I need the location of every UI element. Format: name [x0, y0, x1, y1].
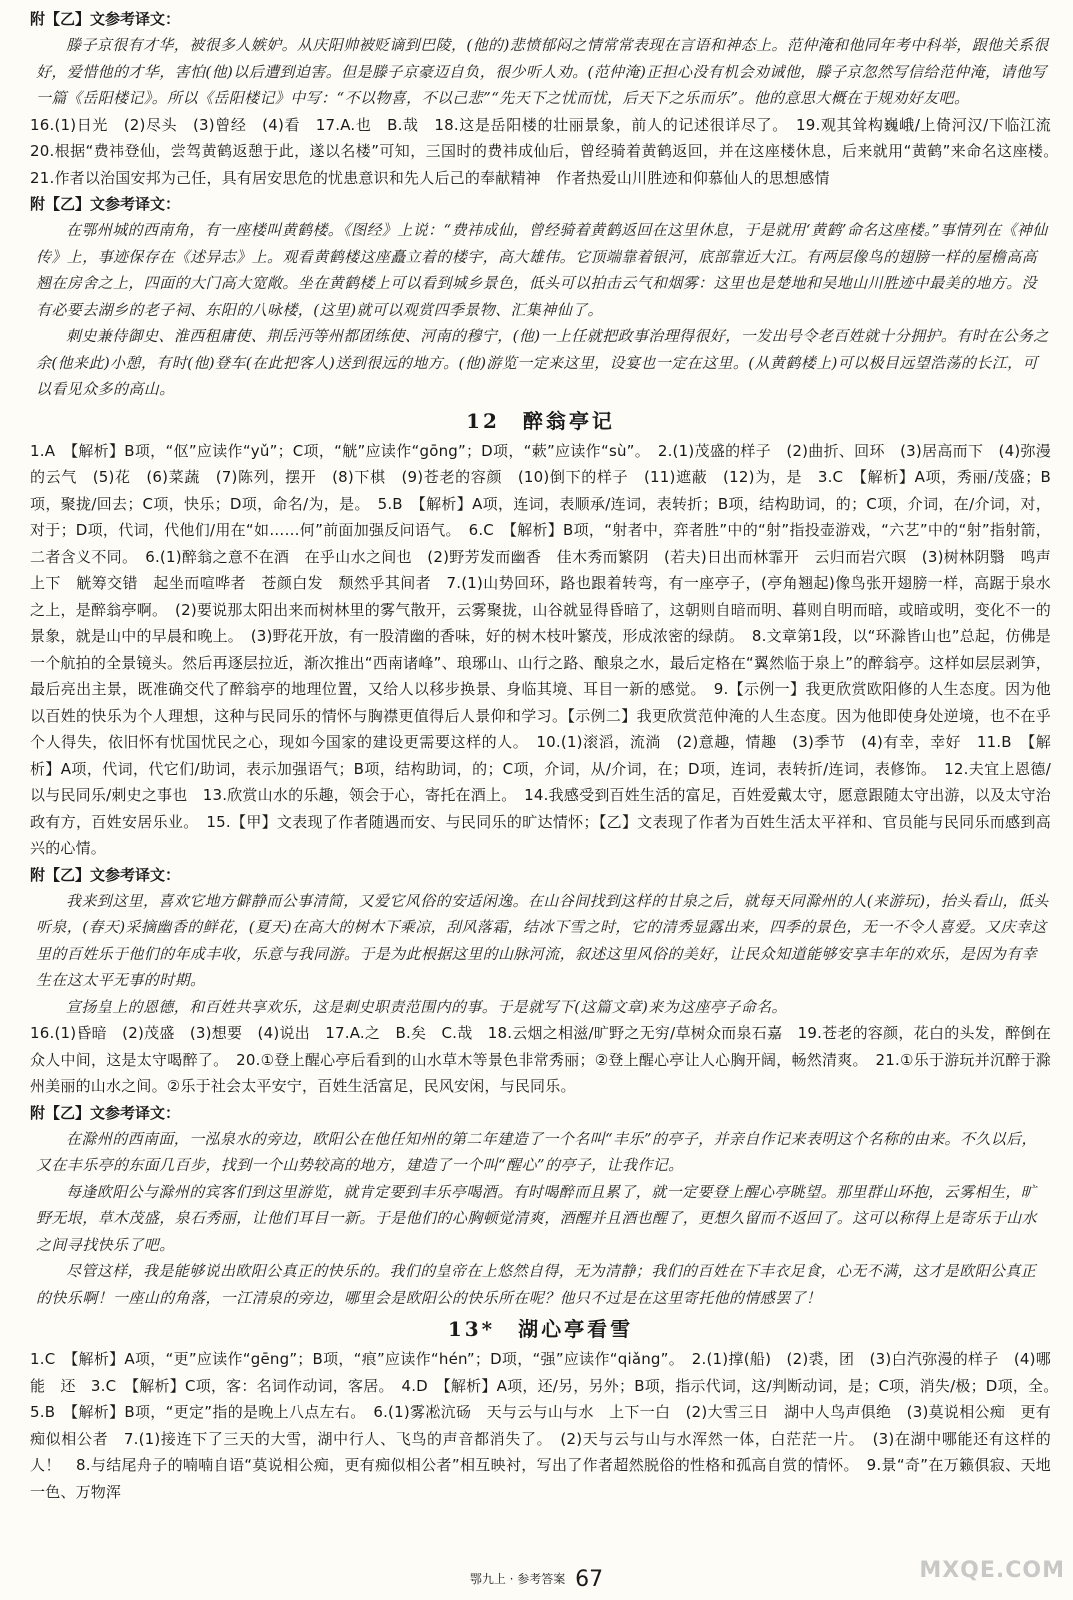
answer-content: [30, 7, 1067, 1505]
translation-label: 附【乙】文参考译文：: [30, 195, 181, 213]
answer-paragraph: 16.(1)昏暗 (2)茂盛 (3)想要 (4)说出 17.A.之 B.矣 C.哉 18.云烟之相滋/旷野之无穷/草树众而泉石嘉 19.苍老的容颜，花白的头发，醉倒在众人中间，这是太守喝醉了。 20.①登上醒心亭后看到的山水草木等景色非常秀丽；②登上醒心亭让人心胸开阔，畅然清爽。 21.①乐于游玩并沉醉于滁州美丽的山水之间。②乐于社会太平安宁，百姓生活富足，民风安闲，与民同乐。: [30, 1024, 1051, 1095]
translation-paragraph: 尽管这样，我是能够说出欧阳公真正的快乐的。我们的皇帝在上悠然自得，无为清静；我们的百姓在下丰衣足食，心无不满，这才是欧阳公真正的快乐啊！一座山的角落，一江清泉的旁边，哪里会是欧阳公的快乐所在呢？他只不过是在这里寄托他的情感罢了！: [36, 1262, 1037, 1307]
section-title: 12 醉翁亭记: [466, 408, 615, 433]
footer-label: 鄂九上 · 参考答案: [469, 1572, 566, 1586]
translation-label: 附【乙】文参考译文：: [30, 865, 181, 884]
answer-paragraph: 1.A 【解析】B项，“伛”应读作“yǔ”；C项，“觥”应读作“gōng”；D项，“蔌”应读作“sù”。 2.(1)茂盛的样子 (2)曲折、回环 (3)居高而下 (4)弥漫的云气 (5)花 (6)菜蔬 (7)陈列，摆开 (8)下棋 (9)苍老的容颜 (10)倒下的样子 (11)遮蔽 (12)为，是 3.C 【解析】A项，秀丽/茂盛；B项，聚拢/回去；C项，快乐；D项，命名/为，是。 5.B 【解析】A项，连词，表顺承/连词，表转折；B项，结构助词，的；C项，介词，在/介词，对，对于；D项，代词，代他们/用在“如……何”前面加强反问语气。 6.C 【解析】B项，“射者中，弈者胜”中的“射”指投壶游戏，“六艺”中的“射”指射箭，二者含义不同。 6.(1)醉翁之意不在酒 在乎山水之间也 (2)野芳发而幽香 佳木秀而繁阴 (若夫)日出而林霏开 云归而岩穴暝 (3)树林阴翳 鸣声上下 觥筹交错 起坐而喧哗者 苍颜白发 颓然乎其间者 7.(1)山势回环，路也跟着转弯，有一座亭子，(亭角翘起)像鸟张开翅膀一样，高踞于泉水之上，是醉翁亭啊。 (2)要说那太阳出来而树林里的雾气散开，云雾聚拢，山谷就显得昏暗了，这朝则自暗而明、暮则自明而暗，或暗或明，变化不一的景象，就是山中的早晨和晚上。 (3)野花开放，有一股清幽的香味，好的树木枝叶繁茂，形成浓密的绿荫。 8.文章第1段，以“环滁皆山也”总起，仿佛是一个航拍的全景镜头。然后再逐层拉近，渐次推出“西南诸峰”、琅琊山、山行之路、酿泉之水，最后定格在“翼然临于泉上”的醉翁亭。这样如层层剥笋，最后亮出主景，既准确交代了醉翁亭的地理位置，又给人以移步换景、身临其境、耳目一新的感觉。 9.【示例一】我更欣赏欧阳修的人生态度。因为他以百姓的快乐为个人理想，这种与民同乐的情怀与胸襟更值得后人景仰和学习。【示例二】我更欣赏范仲淹的人生态度。因为他即使身处逆境，也不在乎个人得失，依旧怀有忧国忧民之心，现如今国家的建设更需要这样的人。 10.(1)滚滔，流淌 (2)意趣，情趣 (3)季节 (4)有幸，幸好 11.B 【解析】A项，代词，代它们/助词，表示加强语气；B项，结构助词，的；C项，介词，从/介词，在；D项，连词，表转折/连词，表修饰。 12.夫宜上恩德/以与民同乐/刺史之事也 13.欣赏山水的乐趣，领会于心，寄托在酒上。 14.我感受到百姓生活的富足，百姓爱戴太守，愿意跟随太守出游，以及太守治政有方，百姓安居乐业。 15.【甲】文表现了作者随遇而安、与民同乐的旷达情怀；【乙】文表现了作者为百姓生活太平祥和、官员能与民同乐而感到高兴的心情。: [30, 441, 1051, 857]
answer-paragraph: 16.(1)日光 (2)尽头 (3)曾经 (4)看 17.A.也 B.哉 18.这是岳阳楼的壮丽景象，前人的记述很详尽了。 19.观其耸构巍峨/上倚河汉/下临江流 20.根据“费祎登仙，尝驾黄鹤返憩于此，遂以名楼”可知，三国时的费祎成仙后，曾经骑着黄鹤返回，并在这座楼休息，后来就用“黄鹤”来命名这座楼。 21.作者以治国安邦为己任，具有居安思危的忧患意识和先人后己的奉献精神 作者热爱山川胜迹和仰慕仙人的思想感情: [30, 115, 1067, 187]
translation-paragraph: 刺史兼侍御史、淮西租庸使、荆岳沔等州都团练使、河南的穆宁，(他)一上任就把政事治理得很好，一发出号令老百姓就十分拥护。有时在公务之余(他来此)小憩，有时(他)登车(在此把客人)送到很远的地方。(他)游览一定来这里，设宴也一定在这里。(从黄鹤楼上)可以极目远望浩荡的长江，可以看见众多的高山。: [36, 327, 1049, 398]
translation-paragraph: 滕子京很有才华，被很多人嫉妒。从庆阳帅被贬谪到巴陵，(他的)悲愤郁闷之情常常表现在言语和神态上。范仲淹和他同年考中科举，跟他关系很好，爱惜他的才华，害怕(他)以后遭到迫害。但是滕子京豪迈自负，很少听人劝。(范仲淹)正担心没有机会劝诫他，滕子京忽然写信给范仲淹，请他写一篇《岳阳楼记》。所以《岳阳楼记》中写：“不以物喜，不以己悲”“先天下之忧而忧，后天下之乐而乐”。他的意思大概在于规劝好友吧。: [36, 36, 1049, 107]
translation-paragraph: 宣扬皇上的恩德，和百姓共享欢乐，这是刺史职责范围内的事。于是就写下(这篇文章)来为这座亭子命名。: [66, 997, 787, 1016]
watermark-logo: MXQE.COM: [919, 1558, 1065, 1583]
answer-paragraph: 1.C 【解析】A项，“更”应读作“gēng”；B项，“痕”应读作“hén”；D项，“强”应读作“qiǎng”。 2.(1)撑(船) (2)裘，团 (3)白汽弥漫的样子 (4)哪能 还 3.C 【解析】C项，客：名词作动词，客居。 4.D 【解析】A项，还/另，另外；B项，指示代词，这/判断动词，是；C项，消失/极；D项，全。 5.B 【解析】B项，“更定”指的是晚上八点左右。 6.(1)雾凇沆砀 天与云与山与水 上下一白 (2)大雪三日 湖中人鸟声俱绝 (3)莫说相公痴 更有痴似相公者 7.(1)接连下了三天的大雪，湖中行人、飞鸟的声音都消失了。 (2)天与云与山与水浑然一体，白茫茫一片。 (3)在湖中哪能还有这样的人！ 8.与结尾舟子的喃喃自语“莫说相公痴，更有痴似相公者”相互映衬，写出了作者超然脱俗的性格和孤高自赏的情怀。 9.景“奇”在万籁俱寂、天地一色、万物浑: [30, 1350, 1067, 1501]
translation-paragraph: 在滁州的西南面，一泓泉水的旁边，欧阳公在他任知州的第二年建造了一个名叫“丰乐”的亭子，并亲自作记来表明这个名称的由来。不久以后，又在丰乐亭的东面几百步，找到一个山势较高的地方，建造了一个叫“醒心”的亭子，让我作记。: [36, 1129, 1037, 1174]
page-number: 67: [575, 1567, 604, 1592]
translation-label: 附【乙】文参考译文：: [30, 1103, 181, 1122]
section-title: 13* 湖心亭看雪: [447, 1317, 634, 1341]
translation-paragraph: 每逢欧阳公与滁州的宾客们到这里游览，就肯定要到丰乐亭喝酒。有时喝醉而且累了，就一定要登上醒心亭眺望。那里群山环抱，云雾相生，旷野无垠，草木茂盛，泉石秀丽，让他们耳目一新。于是他们的心胸顿觉清爽，酒醒并且酒也醒了，更想久留而不返回了。这可以称得上是寄乐于山水之间寻找快乐了吧。: [36, 1182, 1038, 1254]
translation-paragraph: 在鄂州城的西南角，有一座楼叫黄鹤楼。《图经》上说：“费祎成仙，曾经骑着黄鹤返回在这里休息，于是就用‘黄鹤’命名这座楼。”事情列在《神仙传》上，事迹保存在《述异志》上。观看黄鹤楼这座矗立着的楼宇，高大雄伟。它顶端靠着银河，底部靠近大江。有两层像鸟的翅膀一样的屋檐高高翘在房舍之上，四面的大门高大宽敞。坐在黄鹤楼上可以看到城乡景色，低头可以拍击云气和烟雾：这里也是楚地和吴地山川胜迹中最美的地方。没有必要去湖乡的老子祠、东阳的八咏楼，(这里)就可以观赏四季景物、汇集神仙了。: [36, 221, 1048, 319]
translation-paragraph: 我来到这里，喜欢它地方僻静而公事清简，又爱它风俗的安适闲逸。在山谷间找到这样的甘泉之后，就每天同滁州的人(来游玩)，抬头看山，低头听泉，(春天)采摘幽香的鲜花，(夏天)在高大的树木下乘凉，刮风落霜，结冰下雪之时，它的清秀显露出来，四季的景色，无一不令人喜爱。又庆幸这里的百姓乐于他们的年成丰收，乐意与我同游。于是为此根据这里的山脉河流，叙述这里风俗的美好，让民众知道能够安享丰年的欢乐，是因为有幸生在这太平无事的时期。: [36, 891, 1049, 989]
translation-label: 附【乙】文参考译文：: [30, 10, 181, 28]
